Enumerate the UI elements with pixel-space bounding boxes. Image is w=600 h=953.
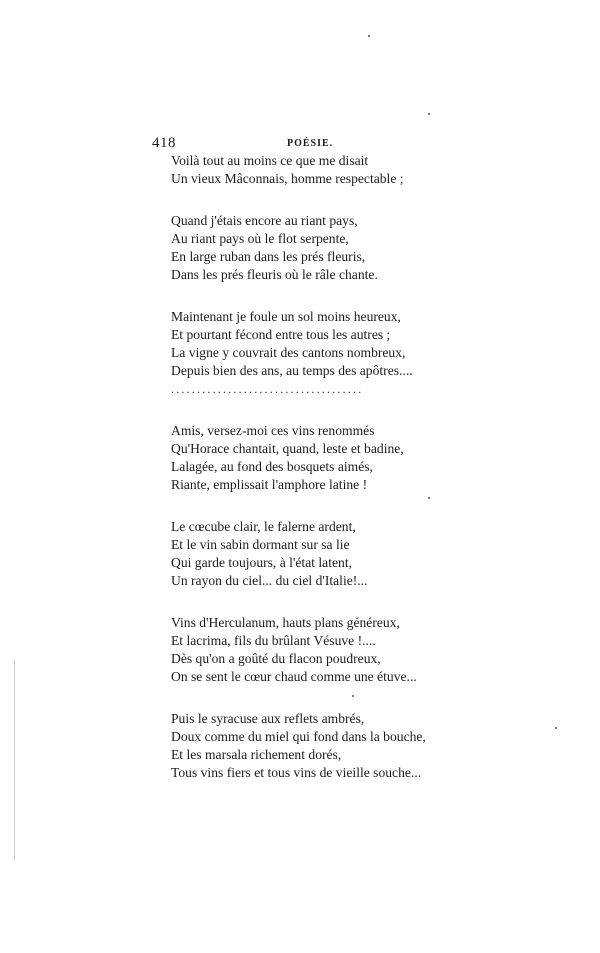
scan-speck (428, 497, 430, 499)
poem-line: Qu'Horace chantait, quand, leste et badine, (171, 441, 404, 456)
poem-line: Un vieux Mâconnais, homme respectable ; (171, 171, 404, 186)
running-title: POÉSIE. (287, 138, 334, 149)
stanza-4 (171, 422, 471, 494)
poem-line: Qui garde toujours, à l'état latent, (171, 555, 352, 570)
poem-line: Et le vin sabin dormant sur sa lie (171, 537, 350, 552)
ellipsis-line: ..................................... (171, 382, 364, 396)
poem-line: Quand j'étais encore au riant pays, (171, 213, 358, 228)
poem-line: Le cœcube clair, le falerne ardent, (171, 519, 356, 534)
poem-line: Riante, emplissait l'amphore latine ! (171, 477, 368, 492)
poem-line: Tous vins fiers et tous vins de vieille souche... (171, 765, 422, 780)
stanza-2 (171, 212, 471, 284)
scan-speck (555, 727, 557, 729)
poem-line: Et pourtant fécond entre tous les autres ; (171, 327, 391, 342)
stanza-1 (171, 152, 471, 188)
poem-line: Doux comme du miel qui fond dans la bouche, (171, 729, 426, 744)
stanza-5 (171, 518, 471, 590)
scan-speck (428, 113, 430, 115)
poem-line: Et les marsala richement dorés, (171, 747, 342, 762)
poem-line: Dès qu'on a goûté du flacon poudreux, (171, 651, 381, 666)
stanza-7 (171, 710, 471, 782)
poem-line: Voilà tout au moins ce que me disait (171, 153, 369, 168)
poem-line: Un rayon du ciel... du ciel d'Italie!... (171, 573, 368, 588)
stanza-3 (171, 308, 471, 398)
poem-line: Maintenant je foule un sol moins heureux, (171, 309, 401, 324)
poem-line: On se sent le cœur chaud comme une étuve... (171, 669, 417, 684)
page-number: 418 (152, 135, 176, 151)
poem-line: Puis le syracuse aux reflets ambrés, (171, 711, 365, 726)
poem-line: Depuis bien des ans, au temps des apôtres.... (171, 363, 413, 378)
poem-line: En large ruban dans les prés fleuris, (171, 249, 366, 264)
poem-line: Au riant pays où le flot serpente, (171, 231, 349, 246)
scan-margin-shadow (14, 660, 15, 860)
poem-line: Lalagée, au fond des bosquets aimés, (171, 459, 373, 474)
poem-line: Et lacrima, fils du brûlant Vésuve !.... (171, 633, 376, 648)
poem-line: Dans les prés fleuris où le râle chante. (171, 267, 378, 282)
stanza-6 (171, 614, 471, 686)
scan-speck (368, 35, 370, 37)
poem-line: Amis, versez-moi ces vins renommés (171, 423, 375, 438)
poem (171, 152, 471, 806)
scan-speck (352, 695, 354, 697)
poem-line: La vigne y couvrait des cantons nombreux, (171, 345, 406, 360)
poem-line: Vins d'Herculanum, hauts plans généreux, (171, 615, 400, 630)
